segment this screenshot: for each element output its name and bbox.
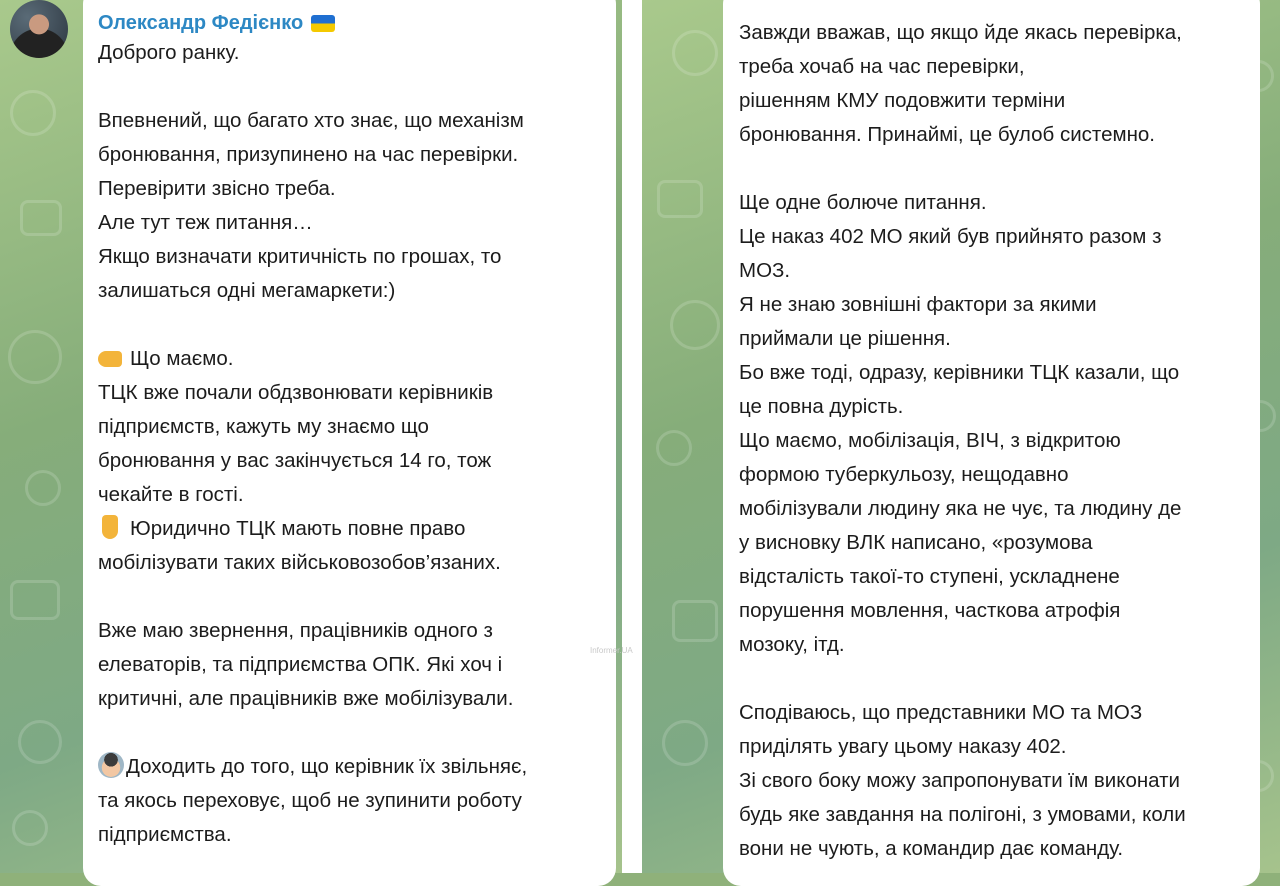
message-line — [739, 662, 1260, 696]
message-line-text: Я не знаю зовнішні фактори за якими — [739, 293, 1097, 316]
message-line — [739, 118, 1260, 152]
message-line-text: треба хочаб на час перевірки, — [739, 55, 1025, 78]
message-line-text: Якщо визначати критичність по грошах, то — [98, 245, 502, 268]
message-line — [98, 138, 616, 172]
message-line — [98, 376, 616, 410]
message-line-text: бронювання. Принаймі, це булоб системно. — [739, 123, 1155, 146]
message-line-text: формою туберкульозу, нещодавно — [739, 463, 1069, 486]
message-line-text: відсталість такої-то ступені, ускладнене — [739, 565, 1120, 588]
pointing-up-icon — [102, 515, 118, 539]
message-line-text: Вже маю звернення, працівників одного з — [98, 619, 493, 642]
message-line-text: підприємства. — [98, 823, 232, 846]
message-line-text: Що маємо. — [130, 347, 234, 370]
sender-name[interactable]: Олександр Федієнко — [98, 12, 304, 34]
message-line-text: будь яке завдання на полігоні, з умовами, коли — [739, 803, 1186, 826]
message-line — [739, 526, 1260, 560]
message-line-text: у висновку ВЛК написано, «розумова — [739, 531, 1093, 554]
message-line — [98, 648, 616, 682]
message-line — [739, 594, 1260, 628]
message-line-text: Бо вже тоді, одразу, керівники ТЦК казали, що — [739, 361, 1180, 384]
message-line — [739, 186, 1260, 220]
message-text-right — [739, 16, 1260, 866]
message-line — [98, 444, 616, 478]
message-line — [739, 560, 1260, 594]
message-line — [739, 322, 1260, 356]
message-line — [739, 458, 1260, 492]
message-line — [98, 104, 616, 138]
message-line-text: підприємств, кажуть му знаємо що — [98, 415, 429, 438]
message-line-text: Що маємо, мобілізація, ВІЧ, з відкритою — [739, 429, 1121, 452]
message-line — [98, 716, 616, 750]
ukraine-flag-icon — [311, 15, 335, 32]
message-line-text: порушення мовлення, часткова атрофія — [739, 599, 1121, 622]
message-line — [98, 70, 616, 104]
message-line — [98, 342, 616, 376]
message-line — [739, 390, 1260, 424]
message-line — [739, 832, 1260, 866]
message-line-text: та якось переховує, щоб не зупинити роботу — [98, 789, 522, 812]
message-line — [98, 784, 616, 818]
message-line — [739, 424, 1260, 458]
message-line-text: мобілізували людину яка не чує, та людину де — [739, 497, 1182, 520]
message-line — [98, 308, 616, 342]
pointing-right-icon — [98, 351, 122, 367]
message-line-text: чекайте в гості. — [98, 483, 244, 506]
message-line — [98, 818, 616, 852]
message-line — [98, 172, 616, 206]
message-line — [739, 152, 1260, 186]
message-line — [739, 254, 1260, 288]
message-line-text: Юридично ТЦК мають повне право — [130, 517, 466, 540]
sender-name-row[interactable] — [98, 10, 616, 36]
person-face-icon — [98, 752, 124, 778]
message-line — [98, 546, 616, 580]
message-line-text: бронювання, призупинено на час перевірки. — [98, 143, 519, 166]
message-line — [739, 16, 1260, 50]
message-line — [98, 614, 616, 648]
message-line — [98, 206, 616, 240]
watermark: Informer.UA — [590, 646, 633, 655]
message-line-text: приймали це рішення. — [739, 327, 951, 350]
message-line — [739, 628, 1260, 662]
message-bubble-left — [83, 0, 633, 886]
message-line-text: МОЗ. — [739, 259, 791, 282]
message-line — [98, 240, 616, 274]
message-line — [98, 580, 616, 614]
message-line-text: залишаться одні мегамаркети:) — [98, 279, 396, 302]
message-line — [98, 478, 616, 512]
message-line — [98, 410, 616, 444]
message-line — [739, 492, 1260, 526]
message-line-text: Але тут теж питання… — [98, 211, 313, 234]
message-line — [739, 220, 1260, 254]
message-line-text: Сподіваюсь, що представники МО та МОЗ — [739, 701, 1143, 724]
message-line — [98, 36, 616, 70]
message-line-text: це повна дурість. — [739, 395, 904, 418]
panel-divider — [622, 0, 642, 873]
message-line-text: Ще одне болюче питання. — [739, 191, 987, 214]
message-line-text: вони не чують, а командир дає команду. — [739, 837, 1124, 860]
message-line — [98, 512, 616, 546]
message-line — [98, 682, 616, 716]
message-line-text: Впевнений, що багато хто знає, що механізм — [98, 109, 524, 132]
message-line — [739, 764, 1260, 798]
message-line — [739, 730, 1260, 764]
message-line — [739, 798, 1260, 832]
message-line — [98, 750, 616, 784]
message-line — [739, 696, 1260, 730]
message-line-text: елеваторів, та підприємства ОПК. Які хоч і — [98, 653, 503, 676]
message-line-text: бронювання у вас закінчується 14 го, тож — [98, 449, 492, 472]
message-line-text: мозоку, ітд. — [739, 633, 845, 656]
message-line-text: Зі свого боку можу запропонувати їм виконати — [739, 769, 1180, 792]
message-line-text: Доброго ранку. — [98, 41, 240, 64]
message-line — [739, 288, 1260, 322]
message-line-text: Перевірити звісно треба. — [98, 177, 336, 200]
message-line — [739, 50, 1260, 84]
message-line-text: Це наказ 402 МО який був прийнято разом з — [739, 225, 1162, 248]
message-line — [98, 274, 616, 308]
sender-avatar[interactable] — [10, 0, 68, 58]
message-line-text: Завжди вважав, що якщо йде якась перевірка, — [739, 21, 1182, 44]
message-line-text: критичні, але працівників вже мобілізували. — [98, 687, 514, 710]
message-line-text: Доходить до того, що керівник їх звільняє, — [126, 755, 528, 778]
message-line — [739, 356, 1260, 390]
message-line — [739, 84, 1260, 118]
message-line-text: рішенням КМУ подовжити терміни — [739, 89, 1066, 112]
message-line-text: мобілізувати таких військовозобов’язаних. — [98, 551, 501, 574]
message-bubble-right — [723, 0, 1260, 886]
message-line-text: приділять увагу цьому наказу 402. — [739, 735, 1067, 758]
message-text-left — [98, 36, 616, 852]
message-line-text: ТЦК вже почали обдзвонювати керівників — [98, 381, 494, 404]
